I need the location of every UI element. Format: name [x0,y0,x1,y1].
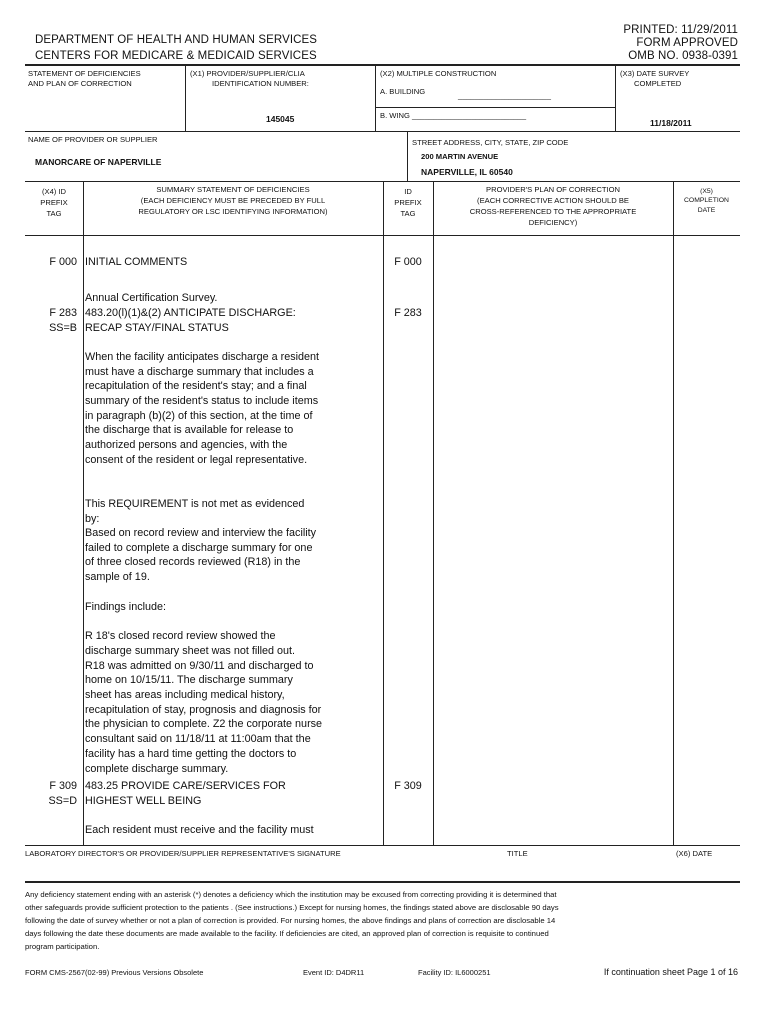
body-line: When the facility anticipates discharge a resident [85,351,320,363]
provider-id-value: 145045 [266,114,295,124]
body-line: sample of 19. [85,571,150,583]
body-line: INITIAL COMMENTS [85,256,188,268]
omb-number: OMB NO. 0938-0391 [628,50,738,62]
body-line: R18 was admitted on 9/30/11 and discharged to [85,660,314,672]
x6-date-label: (X6) DATE [676,849,713,858]
centers-title: CENTERS FOR MEDICARE & MEDICAID SERVICES [35,50,317,62]
column-divider-1 [83,181,84,845]
body-line: facility has a hard time getting the doctors to [85,748,297,760]
survey-date-value: 11/18/2011 [650,118,692,128]
provider-name-label: NAME OF PROVIDER OR SUPPLIER [28,135,158,144]
body-line: consent of the resident or legal representative. [85,454,308,466]
x5-header-2: COMPLETION [684,197,729,204]
tag-f000-right: F 000 [394,256,422,268]
signature-rule-top [25,845,740,846]
body-line: must have a discharge summary that includes a [85,366,314,378]
tag-f283-ss: SS=B [49,322,77,334]
building-label: A. BUILDING [380,87,426,96]
x1-label-2: IDENTIFICATION NUMBER: [212,79,309,88]
statement-label-1: STATEMENT OF DEFICIENCIES [28,69,141,78]
plan-header-4: DEFICIENCY) [528,218,578,227]
tag-f000-left: F 000 [49,256,77,268]
tag-f309-right: F 309 [394,780,422,792]
address-line-2: NAPERVILLE, IL 60540 [421,167,513,177]
x5-header-1: (X5) [700,188,713,195]
body-line: failed to complete a discharge summary for one [85,542,313,554]
building-value: ______________________ [458,91,551,100]
body-line: sheet has areas including medical history, [85,689,285,701]
x4-header-3: TAG [46,209,62,218]
divider-x1 [185,64,186,131]
x3-label-1: (X3) DATE SURVEY [620,69,690,78]
disclaimer-line: other safeguards provide sufficient protection to the patients . (See instructions.) Except for nursing homes, the findings stated above are disclosable 90 days [25,903,559,912]
body-line: authorized persons and agencies, with the [85,439,288,451]
tag-f283-right: F 283 [394,307,422,319]
body-line: Each resident must receive and the facility must [85,824,314,836]
plan-header-2: (EACH CORRECTIVE ACTION SHOULD BE [477,196,629,205]
column-divider-3 [433,181,434,845]
event-id: Event ID: D4DR11 [303,968,365,977]
body-line: consultant said on 11/18/11 at 11:00am that the [85,733,311,745]
body-line: home on 10/15/11. The discharge summary [85,674,293,686]
body-line: Annual Certification Survey. [85,292,218,304]
body-line: 483.25 PROVIDE CARE/SERVICES FOR [85,780,286,792]
body-line: This REQUIREMENT is not met as evidenced [85,498,305,510]
director-signature-label: LABORATORY DIRECTOR'S OR PROVIDER/SUPPLIER REPRESENTATIVE'S SIGNATURE [25,849,341,858]
divider-x2 [375,64,376,131]
id-header-2: PREFIX [394,198,422,207]
body-line: the discharge that is available for release to [85,424,294,436]
provider-name-value: MANORCARE OF NAPERVILLE [35,157,162,167]
disclaimer-line: program participation. [25,942,100,951]
statement-label-2: AND PLAN OF CORRECTION [28,79,132,88]
tag-f309-left: F 309 [49,780,77,792]
x3-label-2: COMPLETED [634,79,682,88]
plan-header-1: PROVIDER'S PLAN OF CORRECTION [486,185,620,194]
disclaimer-line: Any deficiency statement ending with an asterisk (*) denotes a deficiency which the institution may be excused from correcting providing it is determined that [25,890,557,899]
body-line: 483.20(l)(1)&(2) ANTICIPATE DISCHARGE: [85,307,296,319]
x4-header-2: PREFIX [40,198,68,207]
disclaimer-line: days following the date these documents are made available to the facility. If deficiencies are cited, an approved plan of correction is requisite to continued [25,929,549,938]
wing-label: B. WING ___________________________ [380,111,527,120]
address-line-1: 200 MARTIN AVENUE [421,152,499,161]
body-line: summary of the resident's status to include items [85,395,319,407]
facility-id: Facility ID: IL6000251 [418,968,491,977]
body-line: in paragraph (b)(2) of this section, at the time of [85,410,313,422]
form-approved: FORM APPROVED [636,37,738,49]
id-header-1: ID [404,187,412,196]
body-line: of three closed records reviewed (R18) in the [85,556,301,568]
body-line: discharge summary sheet was not filled out. [85,645,296,657]
box-rule-1 [25,131,740,132]
divider-address [407,131,408,181]
body-line: recapitulation of stay, prognosis and diagnosis for [85,704,322,716]
x4-header-1: (X4) ID [41,187,67,196]
body-line: HIGHEST WELL BEING [85,795,202,807]
body-line: RECAP STAY/FINAL STATUS [85,322,229,334]
x5-header-3: DATE [697,207,716,214]
wing-rule [375,107,615,108]
x2-label: (X2) MULTIPLE CONSTRUCTION [380,69,497,78]
signature-rule-bottom [25,881,740,883]
body-line: complete discharge summary. [85,763,229,775]
disclaimer-line: following the date of survey whether or not a plan of correction is provided. For nursing homes, the above findings and plans of correction are disclosable 14 [25,916,556,925]
body-line: Findings include: [85,601,167,613]
summary-header-1: SUMMARY STATEMENT OF DEFICIENCIES [156,185,310,194]
column-divider-2 [383,181,384,845]
x1-label-1: (X1) PROVIDER/SUPPLIER/CLIA [190,69,305,78]
plan-header-3: CROSS-REFERENCED TO THE APPROPRIATE [469,207,637,216]
tag-f309-ss: SS=D [48,795,77,807]
title-label: TITLE [507,849,528,858]
page-indicator: If continuation sheet Page 1 of 16 [603,967,738,977]
summary-header-2: (EACH DEFICIENCY MUST BE PRECEDED BY FULL [140,196,326,205]
divider-x3 [615,64,616,131]
body-line: R 18's closed record review showed the [85,630,276,642]
tag-f283-left: F 283 [49,307,77,319]
top-rule [25,64,740,66]
printed-date: PRINTED: 11/29/2011 [623,24,738,36]
column-divider-4 [673,181,674,845]
body-line: the physician to complete. Z2 the corporate nurse [85,718,323,730]
summary-header-3: REGULATORY OR LSC IDENTIFYING INFORMATION) [138,207,328,216]
department-title: DEPARTMENT OF HEALTH AND HUMAN SERVICES [35,34,318,46]
body-line: Based on record review and interview the facility [85,527,317,539]
id-header-3: TAG [400,209,416,218]
address-label: STREET ADDRESS, CITY, STATE, ZIP CODE [412,138,569,147]
body-line: recapitulation of the resident's stay; and a final [85,380,307,392]
body-line: by: [85,513,100,525]
form-number: FORM CMS-2567(02-99) Previous Versions Obsolete [25,968,204,977]
